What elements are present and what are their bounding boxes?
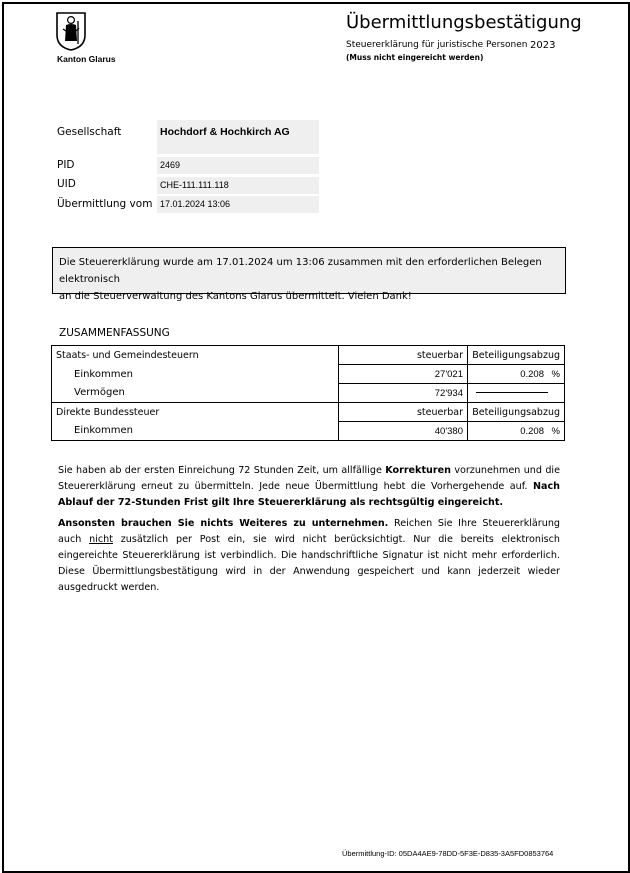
text-underline: nicht [89,534,113,545]
section-label: Staats- und Gemeindesteuern [52,346,339,365]
participation-rate-empty [468,384,565,403]
date-label: Übermittlung vom [57,198,153,210]
canton-caption: Kanton Glarus [57,54,116,64]
column-taxable-header: steuerbar [339,403,468,422]
summary-table [51,345,565,441]
summary-title: ZUSAMMENFASSUNG [59,327,170,339]
empty-value-line [476,392,548,393]
canton-glarus-coat-of-arms-icon [55,11,125,51]
percent-unit: % [551,368,560,380]
row-label: Einkommen [52,365,339,384]
text-emphasis: Korrekturen [385,465,451,476]
text-emphasis: Nach Ablauf der 72-Stunden Frist gilt Ihre Steuererklärung als rechtsgültig eingereicht. [58,481,560,508]
taxable-value: 72'934 [339,384,468,403]
text-segment: Sie haben ab der ersten Einreichung 72 Stunden Zeit, um allfällige [58,465,386,476]
uid-value: CHE-111.111.118 [157,177,319,194]
document-title: Übermittlungsbestätigung [346,12,582,33]
rate-value: 0.208 [520,368,544,380]
pid-value: 2469 [157,157,319,174]
uid-label: UID [57,178,76,190]
table-row [52,365,565,384]
document-subtitle: Steuererklärung für juristische Personen [346,40,528,50]
date-value: 17.01.2024 13:06 [157,196,319,213]
participation-rate [468,365,565,384]
text-segment: Reichen Sie Ihre Steuererklärung auch [58,518,561,545]
text-emphasis: Ansonsten brauchen Sie nichts Weiteres zu unternehmen. [58,518,389,529]
table-row [52,384,565,403]
pid-label: PID [57,159,75,171]
rate-value: 0.208 [520,425,544,437]
correction-info-paragraph [58,463,560,511]
participation-rate [468,422,565,441]
text-segment: zusätzlich per Post ein, sie wird nicht berücksichtigt. Nur die bereits elektronisch eingereichte Steuererklärung ist verbindlich. Die handschriftliche Signatur ist nicht mehr erforderlich. Diese Übermittlungsbestätigung wird in der Anwendung gespeichert und kann jederzeit wieder ausgedruckt werden. [58,534,560,593]
no-further-action-paragraph [58,516,560,596]
column-participation-header: Beteiligungsabzug [468,403,565,422]
tax-year: 2023 [530,40,556,51]
section-header-state-municipal [52,346,565,365]
company-label: Gesellschaft [57,126,122,138]
section-header-federal [52,403,565,422]
notice-line-1: Die Steuererklärung wurde am 17.01.2024 um 13:06 zusammen mit den erforderlichen Belegen elektronisch [59,257,542,285]
column-taxable-header: steuerbar [339,346,468,365]
taxable-value: 40'380 [339,422,468,441]
notice-line-2: an die Steuerverwaltung des Kantons Glarus übermittelt. Vielen Dank! [59,291,412,302]
taxable-value: 27'021 [339,365,468,384]
row-label: Vermögen [52,384,339,403]
transmission-id: Übermittlung-ID: 05DA4AE9-78DD-5F3E-D835-3A5FD0853764 [342,849,554,858]
confirmation-notice [52,247,566,302]
table-row [52,422,565,441]
percent-unit: % [551,425,560,437]
company-value: Hochdorf & Hochkirch AG [157,120,319,154]
submission-note: (Muss nicht eingereicht werden) [346,53,484,62]
row-label: Einkommen [52,422,339,441]
section-label: Direkte Bundessteuer [52,403,339,422]
text-segment: vorzunehmen und die Steuererklärung erneut zu übermitteln. Jede neue Übermittlung hebt die Vorhergehende auf. [58,465,560,492]
column-participation-header: Beteiligungsabzug [468,346,565,365]
